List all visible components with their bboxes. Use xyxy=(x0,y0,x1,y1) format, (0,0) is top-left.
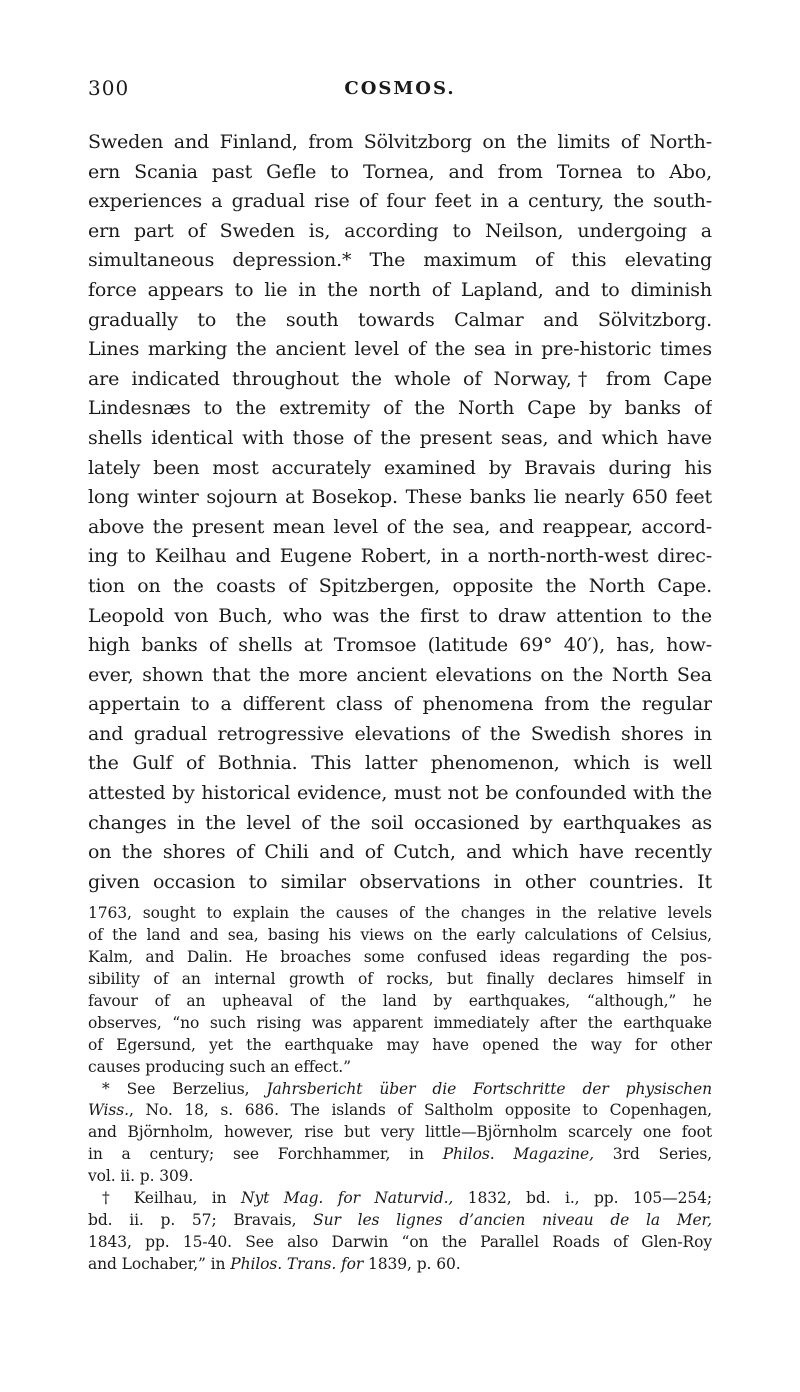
footnotes xyxy=(88,903,712,1275)
text-line: given occasion to similar observations in other countries. It xyxy=(88,870,712,893)
citation-title: Sur les lignes d’ancien niveau de la Mer, xyxy=(313,1210,712,1229)
footnote-line: causes producing such an effect.” xyxy=(88,1057,351,1076)
text-line: gradually to the south towards Calmar and Sölvitzborg. xyxy=(88,308,712,331)
text-line: Sweden and Finland, from Sölvitzborg on the limits of North- xyxy=(88,131,712,153)
footnote-line xyxy=(88,1254,712,1276)
footnote-text: and Lochaber,” in xyxy=(88,1254,231,1273)
citation-title: Nyt Mag. for Naturvid., xyxy=(240,1189,454,1208)
footnote-line: Kalm, and Dalin. He broaches some confused ideas regarding the pos- xyxy=(88,948,712,967)
text-line: appertain to a different class of phenomena from the regular xyxy=(88,693,712,716)
text-line: the Gulf of Bothnia. This latter phenomenon, which is well xyxy=(88,752,712,775)
footnote-line: sibility of an internal growth of rocks, but finally declares himself in xyxy=(88,970,712,989)
footnote-text: † Keilhau, in xyxy=(102,1189,241,1208)
text-line: force appears to lie in the north of Lapland, and to diminish xyxy=(88,278,712,301)
citation-title: Jahrsbericht über die Fortschritte der physischen xyxy=(266,1079,712,1098)
text-line: above the present mean level of the sea, and reappear, accord- xyxy=(88,515,712,538)
footnote-line xyxy=(88,1100,712,1122)
text-line: are indicated throughout the whole of Norway,† from Cape xyxy=(88,367,712,390)
book-page xyxy=(88,76,712,1276)
footnote-text: in a century; see Forchhammer, in xyxy=(88,1145,443,1164)
footnote-line: favour of an upheaval of the land by earthquakes, “although,” he xyxy=(88,992,712,1010)
citation-title: Wiss. xyxy=(88,1101,129,1120)
footnote-text: 1832, bd. i., pp. 105—254; xyxy=(453,1189,712,1208)
text-line: tion on the coasts of Spitzbergen, opposite the North Cape. xyxy=(88,574,712,597)
footnote-line: of Egersund, yet the earthquake may have opened the way for other xyxy=(88,1035,712,1054)
main-text xyxy=(88,128,712,897)
page-number: 300 xyxy=(88,76,130,100)
text-line: and gradual retrogressive elevations of the Swedish shores in xyxy=(88,722,712,745)
text-line: shells identical with those of the present seas, and which have xyxy=(88,426,712,449)
text-line: simultaneous depression.* The maximum of this elevating xyxy=(88,249,712,272)
text-line: Lines marking the ancient level of the sea in pre-historic times xyxy=(88,338,712,361)
footnote-line: and Björnholm, however, rise but very little—Björnholm scarcely one foot xyxy=(88,1123,712,1142)
text-line: ing to Keilhau and Eugene Robert, in a north-north-west direc- xyxy=(88,545,712,568)
text-line: changes in the level of the soil occasioned by earthquakes as xyxy=(88,811,712,834)
citation-title: Philos. Trans. for xyxy=(230,1254,364,1273)
footnote-line xyxy=(88,1079,712,1101)
footnote-line: of the land and sea, basing his views on the early calculations of Celsius, xyxy=(88,926,712,945)
footnote-text: * See Berzelius, xyxy=(102,1079,267,1098)
text-line: ever, shown that the more ancient elevations on the North Sea xyxy=(88,663,712,686)
footnote-line: 1763, sought to explain the causes of the changes in the relative levels xyxy=(88,904,712,923)
footnote-dagger xyxy=(88,1188,712,1276)
footnote-text: bd. ii. p. 57; Bravais, xyxy=(88,1210,314,1229)
footnote-line xyxy=(88,1210,712,1232)
text-line: ern Scania past Gefle to Tornea, and from Tornea to Abo, xyxy=(88,160,712,183)
text-line: lately been most accurately examined by Bravais during his xyxy=(88,456,712,479)
text-line: high banks of shells at Tromsoe (latitude 69° 40′), has, how- xyxy=(88,634,712,657)
text-line: attested by historical evidence, must not be confounded with the xyxy=(88,782,712,805)
footnote-line: observes, “no such rising was apparent immediately after the earthquake xyxy=(88,1013,712,1032)
text-line: on the shores of Chili and of Cutch, and which have recently xyxy=(88,841,712,864)
running-title: COSMOS. xyxy=(344,78,456,99)
footnote-line: vol. ii. p. 309. xyxy=(88,1167,194,1186)
footnote-text: 1839, p. 60. xyxy=(363,1254,461,1273)
footnote-text: , No. 18, s. 686. The islands of Saltholm opposite to Copenhagen, xyxy=(128,1101,712,1120)
footnote-star xyxy=(88,1079,712,1188)
footnote-line xyxy=(88,1188,712,1210)
page-header xyxy=(88,76,712,116)
footnote-line: 1843, pp. 15-40. See also Darwin “on the Parallel Roads of Glen-Roy xyxy=(88,1232,712,1251)
text-line: Lindesnæs to the extremity of the North Cape by banks of xyxy=(88,397,712,420)
footnote-text: 3rd Series, xyxy=(593,1145,712,1164)
text-line: Leopold von Buch, who was the first to draw attention to the xyxy=(88,604,712,627)
footnote-line xyxy=(88,1144,712,1166)
text-line: ern part of Sweden is, according to Neilson, undergoing a xyxy=(88,219,712,242)
text-line: experiences a gradual rise of four feet in a century, the south- xyxy=(88,190,712,213)
text-line: long winter sojourn at Bosekop. These banks lie nearly 650 feet xyxy=(88,486,712,509)
citation-title: Philos. Magazine, xyxy=(442,1145,594,1164)
